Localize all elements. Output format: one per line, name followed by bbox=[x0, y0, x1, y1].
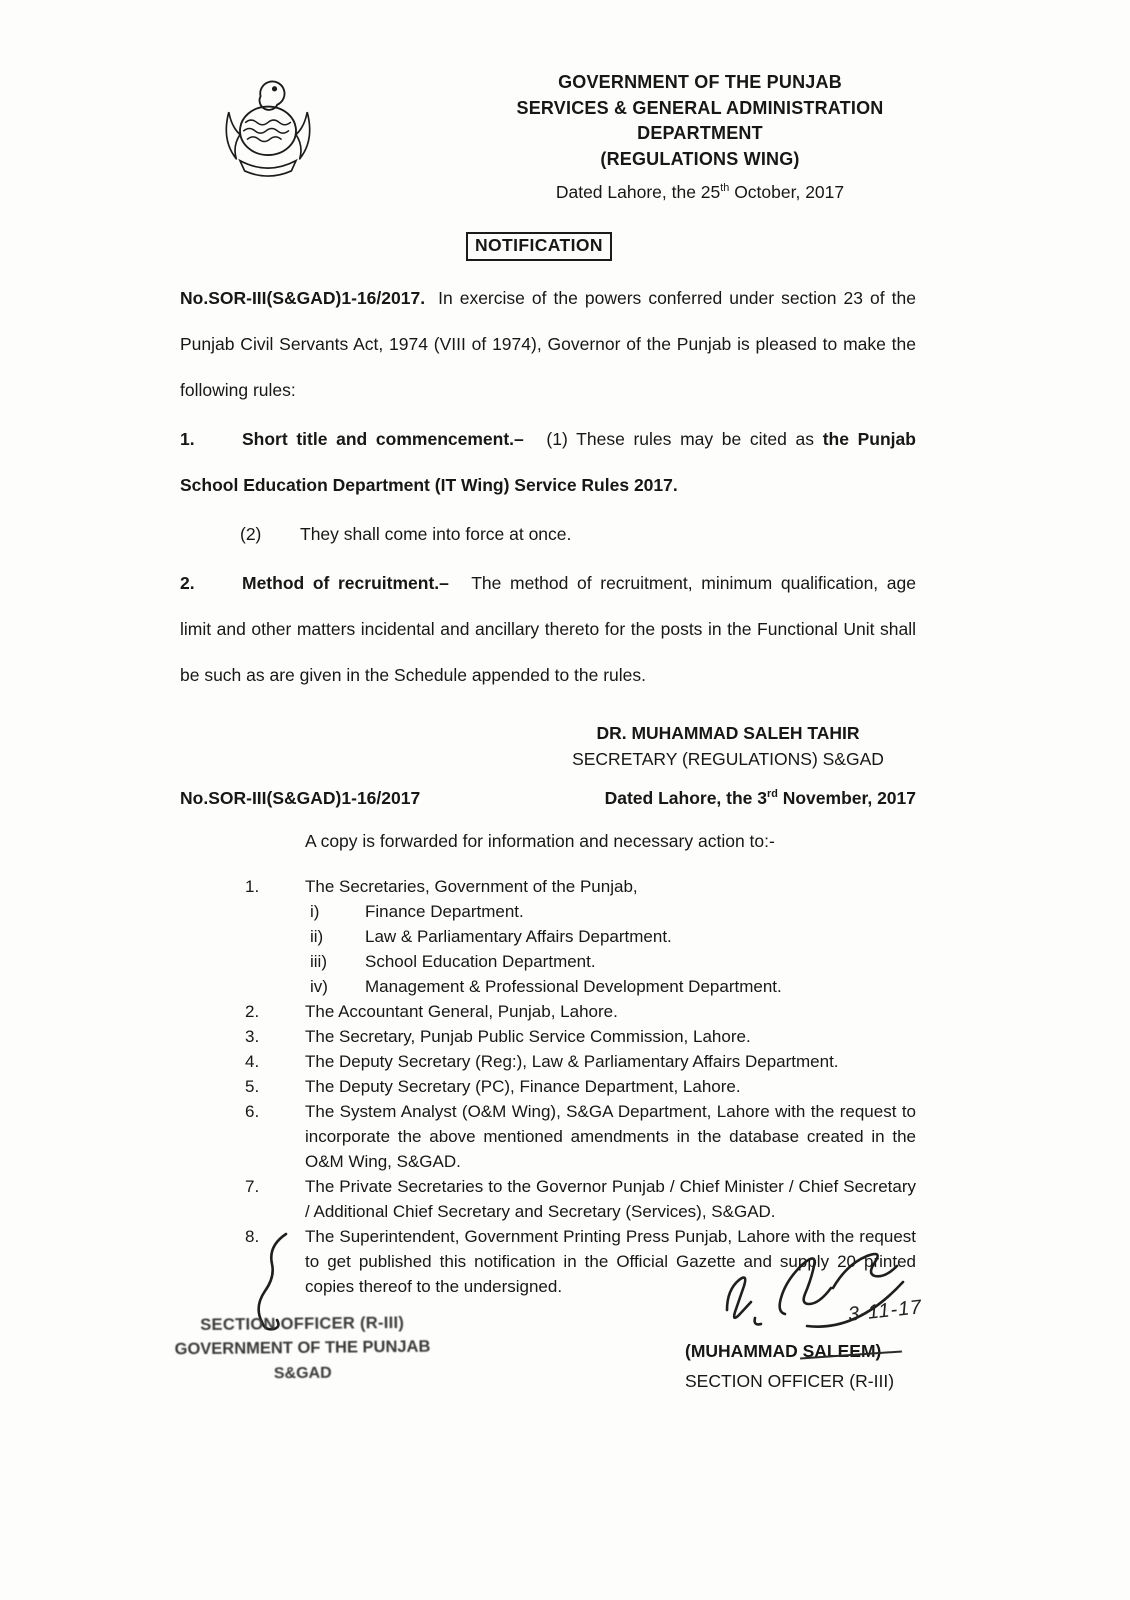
subitem-number: i) bbox=[310, 902, 320, 921]
item-text: The Superintendent, Government Printing Press Punjab, Lahore with the request to get published this notification in the Official Gazette and supply 20 printed copies thereof to the undersigned. bbox=[305, 1227, 916, 1296]
handwritten-date: 3-11-17 bbox=[847, 1296, 924, 1326]
list-item-1-iii bbox=[310, 949, 916, 974]
subitem-text: Finance Department. bbox=[365, 902, 524, 921]
stamp-line-2: GOVERNMENT OF THE PUNJAB bbox=[174, 1337, 431, 1359]
rule-1-2-number: (2) bbox=[240, 524, 262, 544]
rule-1-bold-tail: the Punjab School Education Department (IT Wing) Service Rules 2017. bbox=[180, 429, 916, 495]
subitem-number: ii) bbox=[310, 927, 324, 946]
rule-1-number: 1. bbox=[180, 429, 195, 449]
list-item-1-i bbox=[310, 899, 916, 924]
stamp-line-1: SECTION OFFICER (R-III) bbox=[200, 1313, 405, 1335]
item-text: The Secretary, Punjab Public Service Commission, Lahore. bbox=[305, 1027, 751, 1046]
endorsement-ref-row bbox=[180, 788, 916, 809]
subitem-text: Management & Professional Development Department. bbox=[365, 977, 782, 996]
item-number: 3. bbox=[245, 1027, 260, 1046]
item-number: 2. bbox=[245, 1002, 260, 1021]
item-number: 1. bbox=[245, 877, 260, 896]
rule-2-paragraph bbox=[180, 560, 916, 698]
rule-1-subsection-2 bbox=[180, 511, 916, 557]
letterhead bbox=[455, 70, 945, 203]
opening-paragraph bbox=[180, 275, 916, 413]
endorsement-date-ordinal: rd bbox=[767, 788, 778, 801]
reference-number: No.SOR-III(S&GAD)1-16/2017. bbox=[180, 288, 426, 308]
rule-2-number: 2. bbox=[180, 573, 195, 593]
list-item-1 bbox=[245, 874, 916, 899]
opening-paragraph-text: In exercise of the powers conferred under section 23 of the Punjab Civil Servants Act, 1974 (VIII of 1974), Governor of the Punjab is pleased to make the following rules: bbox=[180, 288, 916, 400]
rule-2-title: Method of recruitment.– bbox=[242, 573, 449, 593]
item-text: The Secretaries, Government of the Punjab, bbox=[305, 877, 638, 896]
signatory-name: DR. MUHAMMAD SALEH TAHIR bbox=[596, 723, 860, 743]
list-item-4 bbox=[245, 1049, 916, 1074]
issue-date-ordinal: th bbox=[720, 182, 730, 195]
endorsement-date bbox=[605, 788, 916, 809]
item-number: 7. bbox=[245, 1177, 260, 1196]
forwarding-line: A copy is forwarded for information and necessary action to:- bbox=[305, 831, 775, 851]
signer-block bbox=[685, 1336, 894, 1396]
rule-1-title: Short title and commencement.– bbox=[242, 429, 524, 449]
office-stamp bbox=[160, 1311, 446, 1388]
subitem-text: Law & Parliamentary Affairs Department. bbox=[365, 927, 672, 946]
endorsement-date-text: Dated Lahore, the 3 bbox=[604, 788, 768, 808]
subitem-number: iii) bbox=[310, 952, 327, 971]
notification-heading bbox=[466, 232, 612, 261]
rule-1-paragraph bbox=[180, 416, 916, 508]
signer-name: (MUHAMMAD SALEEM) bbox=[685, 1341, 882, 1361]
list-item-7 bbox=[245, 1174, 916, 1224]
letterhead-line-2: SERVICES & GENERAL ADMINISTRATION bbox=[516, 97, 884, 118]
document-body bbox=[180, 275, 916, 1299]
issue-date-tail: October, 2017 bbox=[729, 182, 845, 202]
list-item-1-ii bbox=[310, 924, 916, 949]
endorsement-reference: No.SOR-III(S&GAD)1-16/2017 bbox=[180, 788, 421, 808]
rule-2-text: The method of recruitment, minimum qualification, age limit and other matters incidental and ancillary thereto for the posts in the Functional Unit shall be such as are given in the Schedule appended to the rules. bbox=[180, 573, 916, 685]
letterhead-line-4: (REGULATIONS WING) bbox=[600, 148, 800, 169]
issue-date-text: Dated Lahore, the 25 bbox=[555, 182, 721, 202]
item-number: 4. bbox=[245, 1052, 260, 1071]
letterhead-line-3: DEPARTMENT bbox=[637, 123, 763, 143]
item-text: The System Analyst (O&M Wing), S&GA Department, Lahore with the request to incorporate the above mentioned amendments in the database created in the O&M Wing, S&GAD. bbox=[305, 1102, 916, 1171]
signer-title: SECTION OFFICER (R-III) bbox=[685, 1371, 895, 1391]
list-item-1-iv bbox=[310, 974, 916, 999]
list-item-2 bbox=[245, 999, 916, 1024]
punjab-government-emblem-icon bbox=[212, 76, 324, 180]
item-number: 6. bbox=[245, 1102, 260, 1121]
list-item-3 bbox=[245, 1024, 916, 1049]
notification-label: NOTIFICATION bbox=[475, 235, 603, 255]
item-text: The Deputy Secretary (PC), Finance Department, Lahore. bbox=[305, 1077, 741, 1096]
item-text: The Deputy Secretary (Reg:), Law & Parliamentary Affairs Department. bbox=[305, 1052, 839, 1071]
item-text: The Accountant General, Punjab, Lahore. bbox=[305, 1002, 618, 1021]
stamp-line-3: S&GAD bbox=[273, 1364, 332, 1383]
rule-1-text: (1) These rules may be cited as bbox=[546, 429, 815, 449]
list-item-5 bbox=[245, 1074, 916, 1099]
item-text: The Private Secretaries to the Governor Punjab / Chief Minister / Chief Secretary / Additional Chief Secretary and Secretary (Services), S&GAD. bbox=[305, 1177, 916, 1221]
endorsement-date-tail: November, 2017 bbox=[777, 788, 916, 808]
item-number: 5. bbox=[245, 1077, 260, 1096]
rule-1-2-text: They shall come into force at once. bbox=[300, 524, 572, 544]
emblem-graphic bbox=[212, 76, 324, 180]
subitem-number: iv) bbox=[310, 977, 328, 996]
issue-date bbox=[455, 182, 945, 203]
signatory-block bbox=[538, 720, 918, 772]
letterhead-line-1: GOVERNMENT OF THE PUNJAB bbox=[558, 72, 842, 92]
item-number: 8. bbox=[245, 1227, 260, 1246]
signatory-title: SECRETARY (REGULATIONS) S&GAD bbox=[572, 749, 884, 769]
subitem-text: School Education Department. bbox=[365, 952, 596, 971]
list-item-6 bbox=[245, 1099, 916, 1174]
